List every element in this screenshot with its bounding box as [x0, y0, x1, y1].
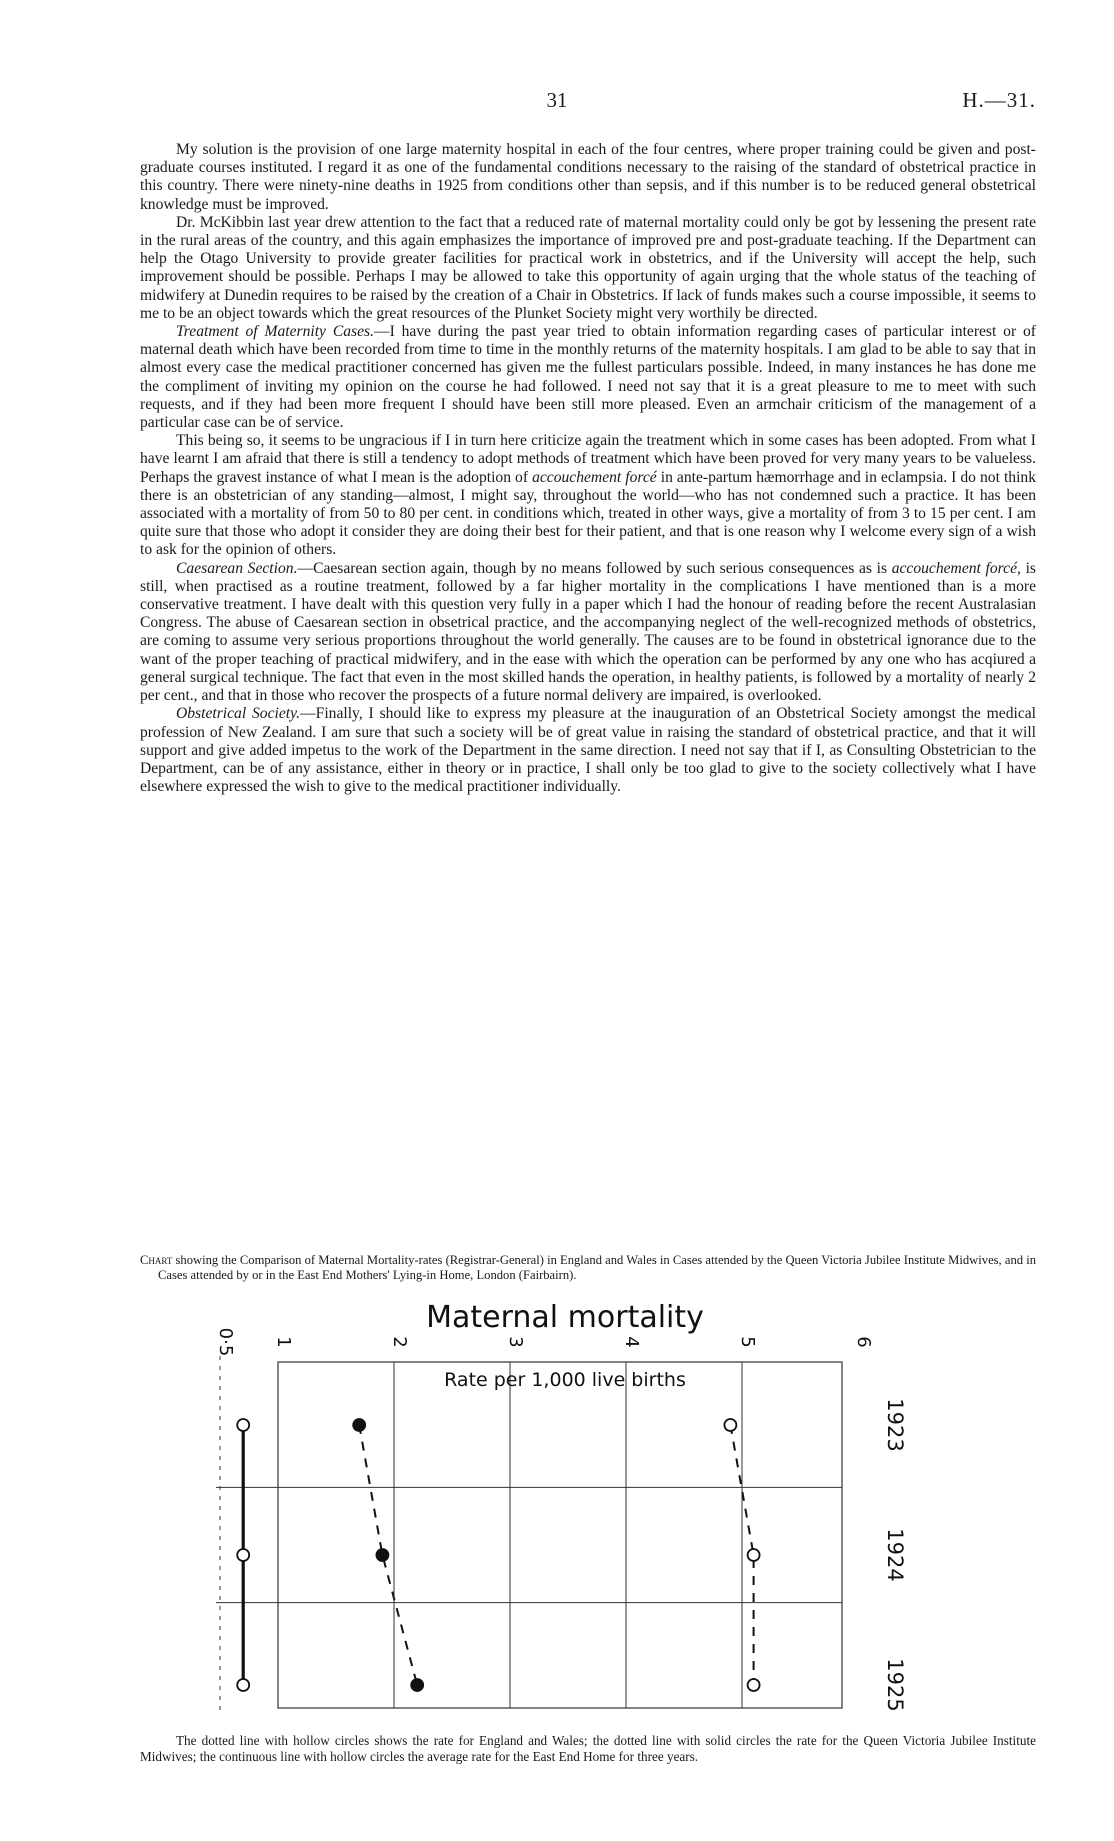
rate-tick-label: 3 [505, 1336, 526, 1348]
year-axis-labels [883, 1398, 907, 1711]
paragraph-caesarean-b: , is still, when practised as a routine treatment, followed by a far higher mortality in the complications I have mentioned than is a more conservative treatment. I have dealt with this question very fully in a paper which I had the honour of reading before the recent Australasian Congress. The abuse of Caesarean section in obsetrical practice, and the accompanying neglect of the well-recognized methods of obstetrics, are coming to assume very serious proportions throughout the world generally. The causes are to be found in obstetrical ignorance due to the want of the proper teaching of practical midwifery, and in the ease with which the operation can be performed by any one who has acqiured a general surgical technique. The fact that even in the most skilled hands the operation, in healthy patients, is followed by a mortality of nearly 2 per cent., and that in those who recover the prospects of a future normal delivery are impaired, is overlooked. [140, 559, 1036, 705]
page-number: 31 [546, 88, 568, 112]
rate-tick-label: 6 [853, 1336, 874, 1348]
heading-treatment: Treatment of Maternity Cases. [176, 323, 374, 341]
series-3-marker [237, 1419, 249, 1431]
year-label: 1923 [883, 1398, 907, 1452]
rate-tick-label: 5 [737, 1336, 758, 1348]
paragraph-treatment-text: —I have during the past year tried to obtain information regarding cases of particular interest or of maternal death which have been recorded from time to time in the monthly returns of the maternity hospitals. I am glad to be able to say that in almost every case the medical practitioner concerned has given me the fullest particulars possible. Indeed, in many instances he has done me the compliment of inviting my opinion on the course he had followed. I need not say that it is a great pleasure to me to meet with such requests, and if they had been more frequent I should have been still more pleased. Even an armchair criticism of the management of a particular case can be of service. [140, 323, 1037, 432]
rate-tick-label: 2 [389, 1336, 410, 1348]
document-reference: H.—31. [962, 88, 1036, 112]
paragraph-accouchement-b: in ante-partum hæmorrhage and in eclampsia. I do not think there is an obstetrician of any standing—almost, I might say, throughout the world—who has not condemned such a practice. It has been associated with a mortality of from 50 to 80 per cent. in conditions which, treated in other ways, give a mortality of from 3 to 15 per cent. I am quite sure that those who adopt it consider they are doing their best for their patient, and that is one reason why I welcome every sign of a wish to ask for the opinion of others. [140, 468, 1036, 559]
series-3-marker [237, 1549, 249, 1561]
chart-grid [216, 1356, 842, 1714]
series-1-marker [748, 1549, 760, 1561]
series-2-marker [376, 1549, 388, 1561]
caption-text: showing the Comparison of Maternal Mortality-rates (Registrar-General) in England and Wales in Cases attended by the Queen Victoria Jubilee Institute Midwives, and in Cases attended by or in the East End Mothers' Lying-in Home, London (Fairbairn). [158, 1253, 1036, 1282]
term-accouchement: accouchement forcé [532, 468, 657, 486]
series-2-marker [411, 1679, 423, 1691]
rate-tick-label: 1 [273, 1336, 294, 1348]
paragraph-teaching: Dr. McKibbin last year drew attention to the fact that a reduced rate of maternal mortality could only be got by lessening the present rate in the rural areas of the country, and this again emphasizes the importance of improved pre and post-graduate teaching. If the Department can help the Otago University to provide greater facilities for practical work in obstetrics, and if the University will accept the help, such improvement should be possible. Perhaps I may be allowed to take this opportunity of again urging that the whole status of the teaching of midwifery at Dunedin requires to be raised by the creation of a Chair in Obstetrics. If lack of funds makes such a course impossible, it seems to me to be an object towards which the great resources of the Plunket Society might very worthily be directed. [140, 213, 1036, 322]
caption-lead: Chart [140, 1253, 173, 1267]
rate-tick-label: 4 [621, 1336, 642, 1348]
series-1-marker [724, 1419, 736, 1431]
chart-frame [278, 1362, 842, 1708]
chart-series [237, 1419, 759, 1691]
year-label: 1924 [883, 1528, 907, 1582]
chart-title: Maternal mortality [426, 1300, 704, 1335]
rate-tick-label: 0·5 [215, 1327, 236, 1357]
chart-footnote: The dotted line with hollow circles shows the rate for England and Wales; the dotted line with solid circles the rate for the Queen Victoria Jubilee Institute Midwives; the continuous line with hollow circles the average rate for the East End Home for three years. [140, 1733, 1036, 1764]
year-label: 1925 [883, 1658, 907, 1712]
heading-caesarean: Caesarean Section. [176, 559, 298, 577]
series-1-marker [748, 1679, 760, 1691]
paragraph-accouchement-a: This being so, it seems to be ungracious if I in turn here criticize again the treatment which in some cases has been adopted. From what I have learnt I am afraid that there is still a tendency to adopt methods of treatment which have been proved for very many years to be valueless. Perhaps the gravest instance of what I mean is the adoption of [140, 432, 1036, 486]
series-3-marker [237, 1679, 249, 1691]
heading-society: Obstetrical Society. [176, 705, 301, 723]
paragraph-maternity-hospitals: My solution is the provision of one large maternity hospital in each of the four centres, where proper training could be given and post-graduate courses instituted. I regard it as one of the fundamental conditions necessary to the raising of the standard of obstetrical practice in this country. There were ninety-nine deaths in 1925 from conditions other than sepsis, and if this number is to be reduced general obstetrical knowledge must be improved. [140, 141, 1036, 213]
paragraph-caesarean-a: —Caesarean section again, though by no means followed by such serious consequences as is [297, 559, 892, 577]
paragraph-society-text: —Finally, I should like to express my pleasure at the inauguration of an Obstetrical Society amongst the medical profession of New Zealand. I am sure that such a society will be of great value in raising the standard of obstetrical practice, and that it will support and give added impetus to the work of the Department in the same direction. I need not say that if I, as Consulting Obstetrician to the Department, can be of any assistance, either in theory or in practice, I shall only be too glad to give to the society collectively what I have elsewhere expressed the wish to give to the medical practitioner individually. [140, 705, 1037, 796]
term-accouchement-2: accouchement forcé [891, 559, 1018, 577]
series-2-marker [353, 1419, 365, 1431]
chart-subtitle: Rate per 1,000 live births [444, 1369, 686, 1391]
